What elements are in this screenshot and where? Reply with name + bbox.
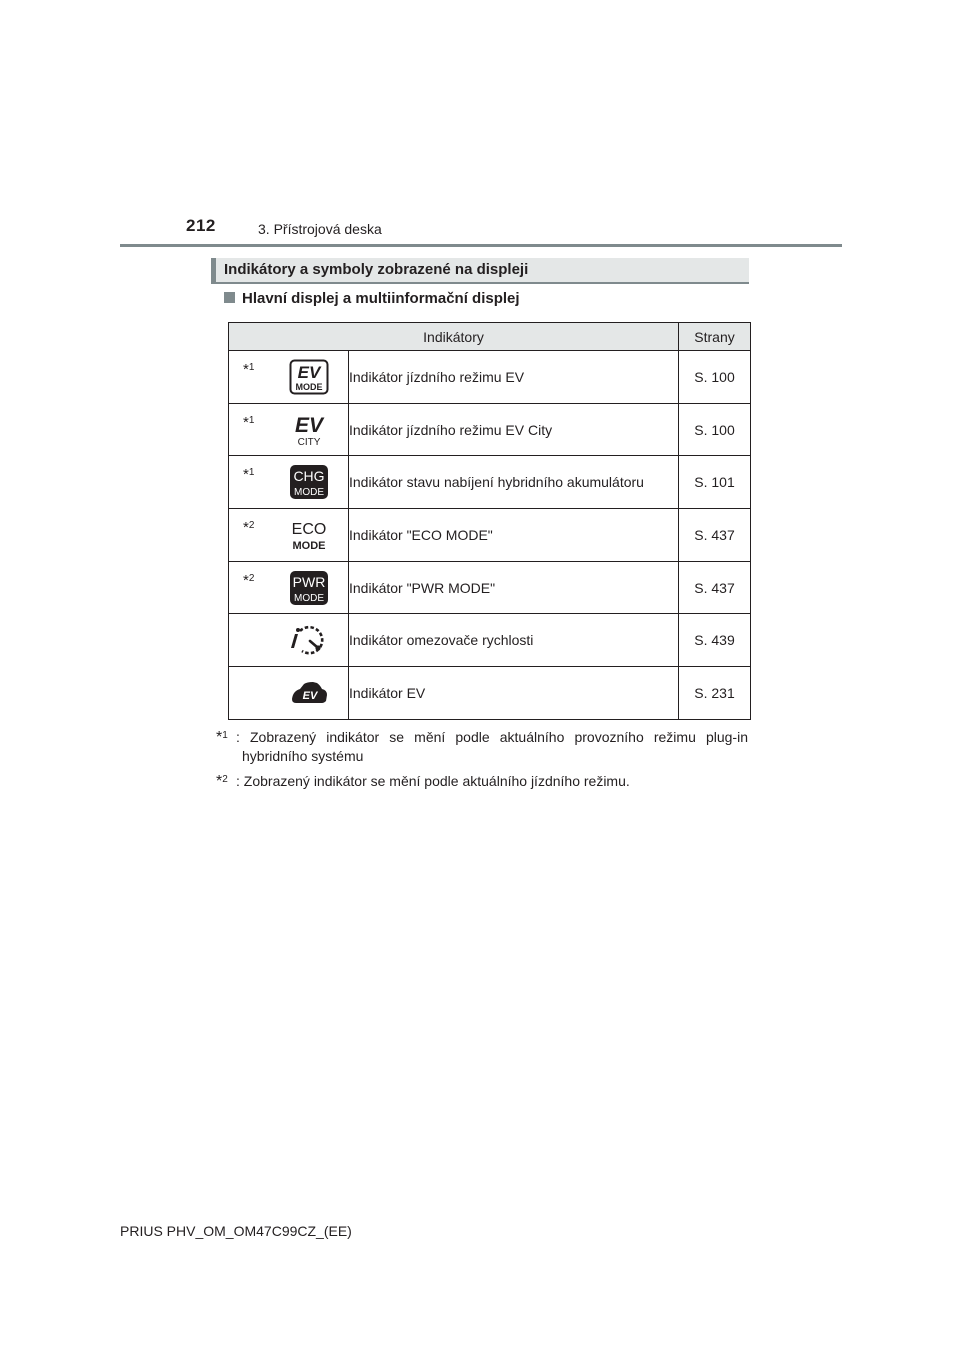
footnote-text-continued: hybridního systému (242, 748, 364, 764)
table-row (229, 456, 751, 509)
icon-cell (229, 667, 349, 720)
section-heading (211, 258, 749, 284)
indicator-label: Indikátor EV (349, 667, 679, 720)
page-reference: S. 439 (679, 614, 751, 667)
footnote-marker: *$^2$ (216, 773, 228, 790)
footnote-1 (216, 728, 748, 766)
document-code: PRIUS PHV_OM_OM47C99CZ_(EE) (120, 1223, 352, 1239)
footnote-mark: *$^1$ (243, 466, 255, 484)
footnote-mark: *$^1$ (243, 413, 255, 431)
chg-mode-icon (289, 464, 329, 500)
indicator-label: Indikátor jízdního režimu EV City (349, 403, 679, 456)
indicator-label: Indikátor jízdního režimu EV (349, 351, 679, 404)
page-reference: S. 231 (679, 667, 751, 720)
indicator-label: Indikátor "PWR MODE" (349, 561, 679, 614)
footnote-text: : Zobrazený indikátor se mění podle aktuálního jízdního režimu. (236, 773, 630, 789)
chapter-title: 3. Přístrojová deska (258, 221, 382, 237)
svg-text:CITY: CITY (297, 436, 321, 448)
svg-text:MODE: MODE (294, 487, 324, 499)
ev-city-icon (289, 412, 329, 448)
table-row (229, 351, 751, 404)
indicator-table (228, 322, 751, 720)
table-row (229, 561, 751, 614)
footnote-2 (216, 772, 748, 791)
table-row (229, 614, 751, 667)
page-reference: S. 437 (679, 509, 751, 562)
section-heading-bar (211, 258, 216, 284)
table-row (229, 667, 751, 720)
indicator-label: Indikátor stavu nabíjení hybridního akumulátoru (349, 456, 679, 509)
square-bullet-icon (224, 292, 235, 303)
page-reference: S. 100 (679, 351, 751, 404)
speed-limiter-icon (289, 622, 329, 658)
svg-text:MODE: MODE (292, 540, 326, 553)
footnote-mark: *$^1$ (243, 361, 255, 378)
svg-text:MODE: MODE (295, 382, 323, 392)
table-header-row (229, 323, 751, 351)
icon-cell (229, 403, 349, 456)
header-pages: Strany (679, 323, 751, 351)
page-number: 212 (186, 216, 216, 235)
icon-cell (229, 561, 349, 614)
header-indicators: Indikátory (229, 323, 679, 351)
footnote-text: : Zobrazený indikátor se mění podle aktuálního provozního režimu plug-in (236, 729, 748, 745)
section-title: Indikátory a symboly zobrazené na displeji (224, 261, 529, 278)
icon-cell (229, 509, 349, 562)
icon-cell (229, 614, 349, 667)
svg-text:EV: EV (297, 363, 321, 382)
table-row (229, 403, 751, 456)
icon-cell (229, 456, 349, 509)
ev-indicator-icon (289, 675, 329, 711)
icon-cell (229, 351, 349, 404)
subsection-heading (224, 290, 520, 307)
eco-mode-icon (289, 517, 329, 553)
svg-text:ECO: ECO (291, 521, 327, 539)
page-reference: S. 101 (679, 456, 751, 509)
indicator-label: Indikátor "ECO MODE" (349, 509, 679, 562)
page-reference: S. 437 (679, 561, 751, 614)
pwr-mode-icon (289, 570, 329, 606)
page-reference: S. 100 (679, 403, 751, 456)
footnote-marker: *$^1$ (216, 729, 228, 746)
footnote-mark: *$^2$ (243, 571, 255, 589)
footnote-mark: *$^2$ (243, 519, 255, 537)
header-divider (120, 244, 842, 247)
svg-text:MODE: MODE (294, 592, 324, 604)
subsection-title: Hlavní displej a multiinformační displej (242, 290, 520, 307)
svg-text:EV: EV (302, 690, 318, 703)
table-row (229, 509, 751, 562)
svg-text:EV: EV (294, 413, 324, 437)
indicator-label: Indikátor omezovače rychlosti (349, 614, 679, 667)
ev-mode-icon (289, 359, 329, 395)
svg-text:PWR: PWR (292, 573, 326, 590)
svg-text:CHG: CHG (293, 468, 325, 485)
